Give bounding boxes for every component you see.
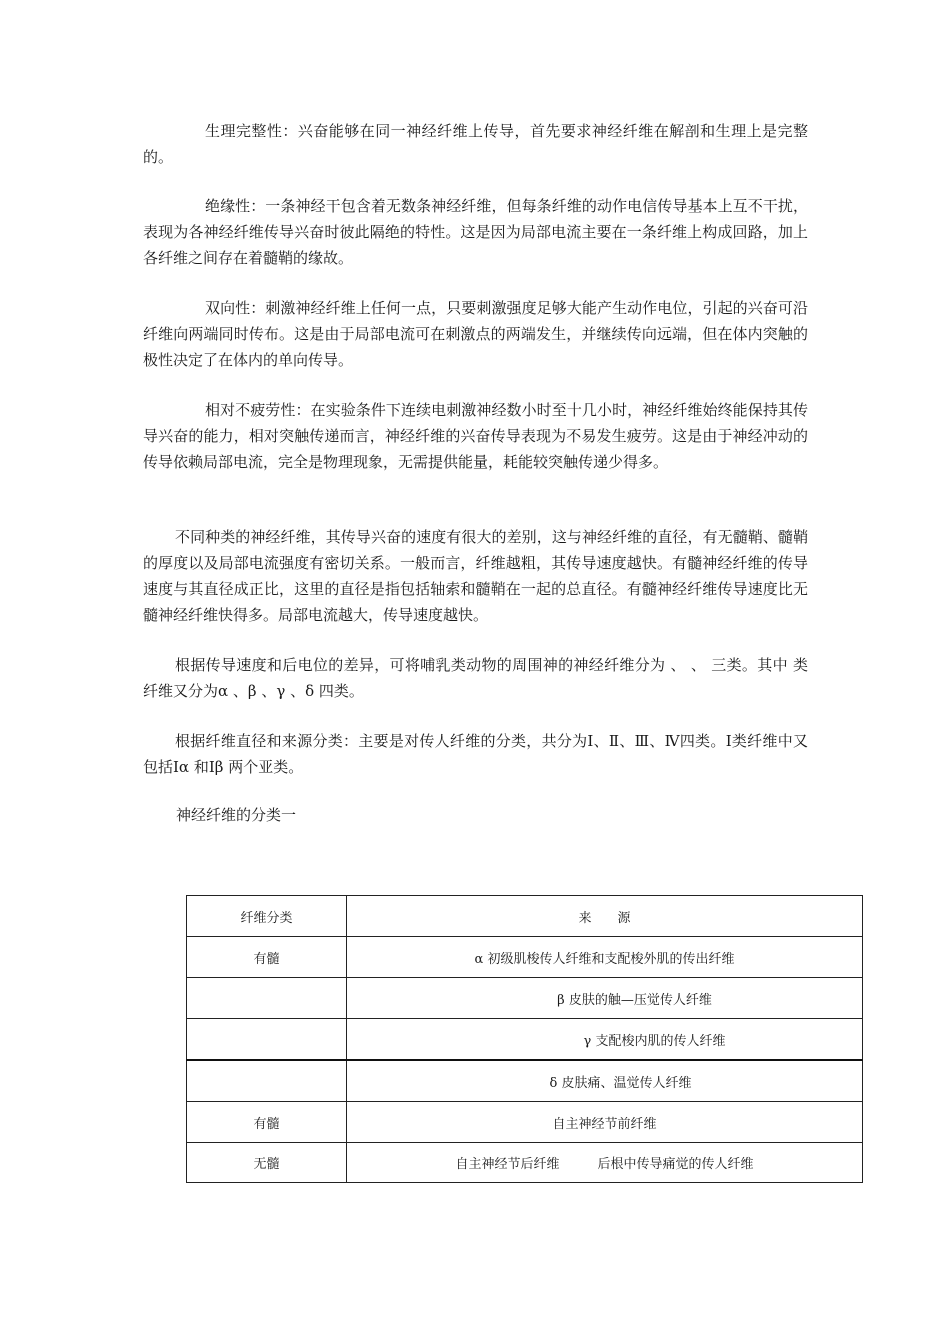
row-source-cell [347, 1143, 863, 1183]
table-header-row [187, 896, 863, 937]
row-source-cell [347, 978, 863, 1019]
row-source-text: β 皮肤的触—压觉传人纤维 [557, 992, 712, 1008]
table-row [187, 978, 863, 1019]
row-type-cell: 有髓 [187, 1102, 347, 1143]
paragraph-bidirectional: 双向性：刺激神经纤维上任何一点，只要刺激强度足够大能产生动作电位，引起的兴奋可沿纤维向两端同时传布。这是由于局部电流可在刺激点的两端发生，并继续传向远端，但在体内突触的极性决定了在体内的单向传导。 [143, 299, 808, 369]
table-row [187, 1143, 863, 1183]
row-source-text: α 初级肌梭传人纤维和支配梭外肌的传出纤维 [474, 951, 735, 967]
row-source-cell [347, 937, 863, 978]
table-row [187, 937, 863, 978]
row-source-text: δ 皮肤痛、温觉传人纤维 [549, 1075, 692, 1091]
paragraph-physiological-integrity: 生理完整性：兴奋能够在同一神经纤维上传导，首先要求神经纤维在解剖和生理上是完整的。 [143, 122, 808, 166]
row-source-cell: 自主神经节前纤维 [347, 1102, 863, 1143]
fiber-classification-table [186, 895, 863, 1183]
row-source-text-b: 后根中传导痛觉的传人纤维 [597, 1157, 754, 1172]
paragraph-diameter-classification: 根据纤维直径和来源分类：主要是对传人纤维的分类，共分为Ⅰ、Ⅱ、Ⅲ、Ⅳ四类。Ⅰ类纤维中又包括Ⅰα 和Ⅰβ 两个亚类。 [143, 732, 808, 776]
header-source: 来 源 [347, 896, 863, 937]
row-type-cell [187, 1060, 347, 1102]
header-fiber-type: 纤维分类 [187, 896, 347, 937]
table-row [187, 1060, 863, 1102]
row-type-cell [187, 978, 347, 1019]
table-caption: 神经纤维的分类一 [176, 806, 297, 824]
row-source-cell [347, 1060, 863, 1102]
table-row [187, 1019, 863, 1061]
paragraph-relative-indefatigability: 相对不疲劳性：在实验条件下连续电刺激神经数小时至十几小时，神经纤维始终能保持其传导兴奋的能力，相对突触传递而言，神经纤维的兴奋传导表现为不易发生疲劳。这是由于神经冲动的传导依赖局部电流，完全是物理现象，无需提供能量，耗能较突触传递少得多。 [143, 401, 808, 471]
paragraph-speed-classification: 根据传导速度和后电位的差异，可将哺乳类动物的周围神的神经纤维分为 、 、 三类。其中 类纤维又分为α 、β 、γ 、δ 四类。 [143, 656, 808, 700]
table-row [187, 1102, 863, 1143]
row-source-cell [347, 1019, 863, 1061]
row-source-text-a: 自主神经节后纤维 [455, 1157, 560, 1172]
paragraph-conduction-speed: 不同种类的神经纤维，其传导兴奋的速度有很大的差别，这与神经纤维的直径，有无髓鞘、髓鞘的厚度以及局部电流强度有密切关系。一般而言，纤维越粗，其传导速度越快。有髓神经纤维的传导速度与其直径成正比，这里的直径是指包括轴索和髓鞘在一起的总直径。有髓神经纤维传导速度比无髓神经纤维快得多。局部电流越大，传导速度越快。 [143, 528, 808, 624]
row-type-cell [187, 1019, 347, 1061]
row-type-cell: 无髓 [187, 1143, 347, 1183]
paragraph-insulation: 绝缘性：一条神经干包含着无数条神经纤维，但每条纤维的动作电信传导基本上互不干扰，表现为各神经纤维传导兴奋时彼此隔绝的特性。这是因为局部电流主要在一条纤维上构成回路，加上各纤维之间存在着髓鞘的缘故。 [143, 197, 808, 267]
row-source-text: γ 支配梭内肌的传人纤维 [583, 1033, 726, 1049]
row-type-cell: 有髓 [187, 937, 347, 978]
